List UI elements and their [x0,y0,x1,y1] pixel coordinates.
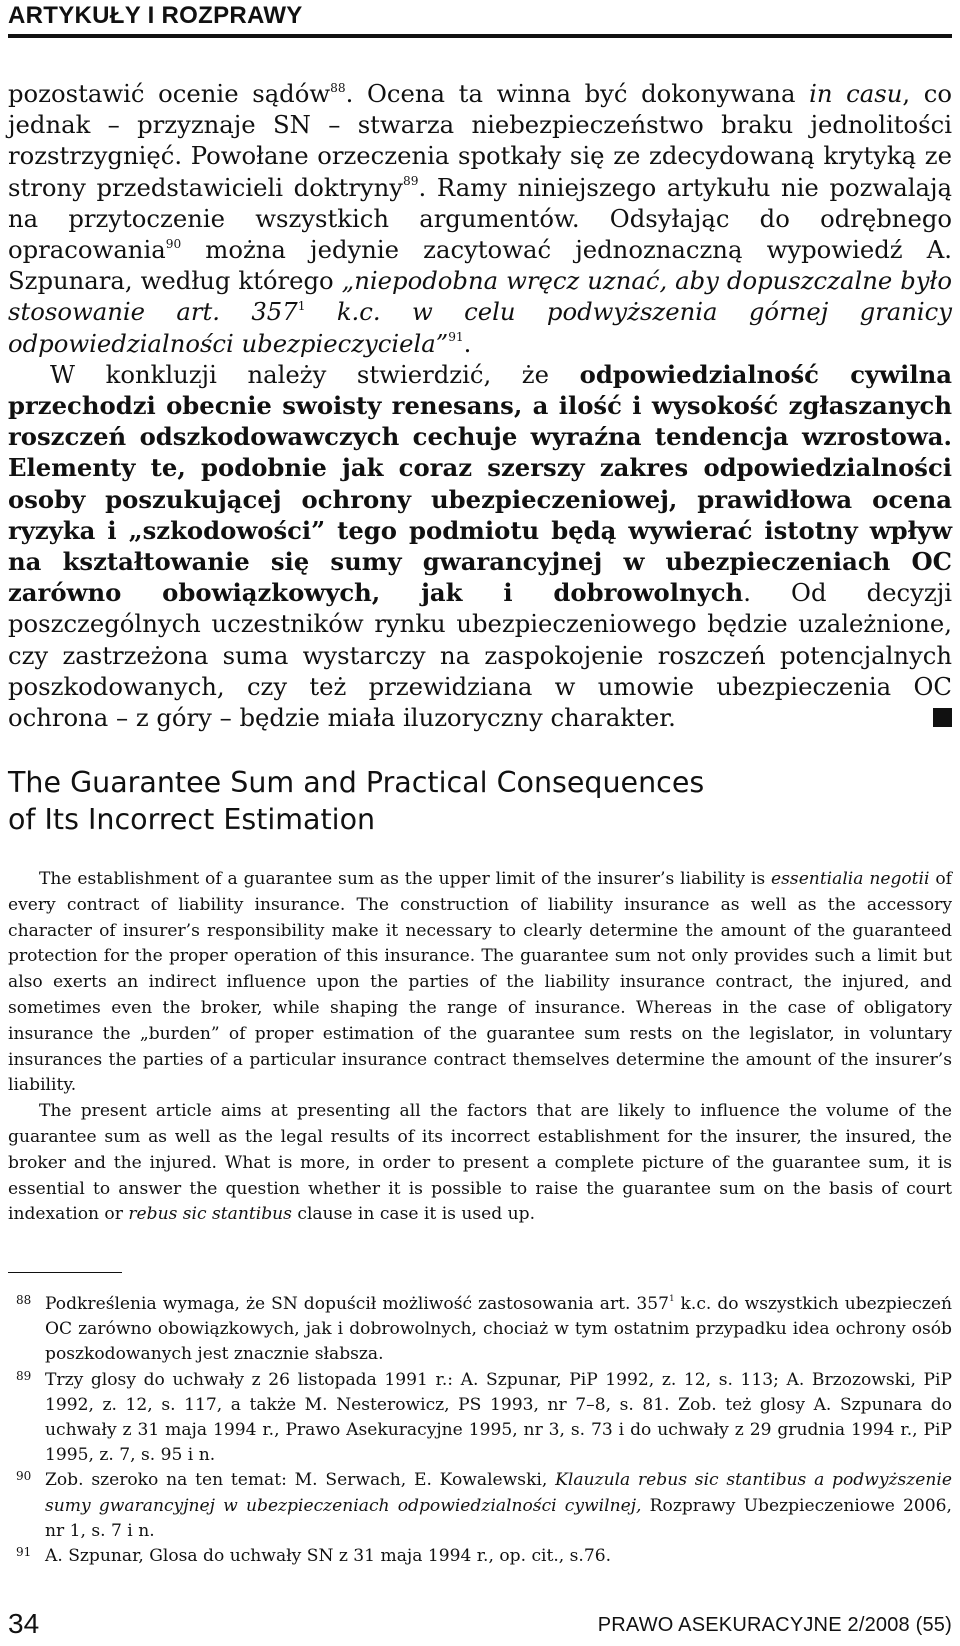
quotation: „niepodobna wręcz uznać, aby dopuszczalne było stosowanie art. 357 [8,266,953,327]
journal-name: PRAWO ASEKURACYJNE 2/2008 (55) [597,1614,952,1636]
superscript: 1 [297,299,306,314]
body-text: . Ramy niniejszego artykułu nie pozwalają na przytoczenie wszystkich argumentów. Odsyłając do odrębnego opracowania [8,172,952,265]
footnote-90 [8,1468,952,1544]
footnote-text: Zob. szeroko na ten temat: M. Serwach, E. Kowalewski, [45,1470,556,1491]
footnote-text: Rozprawy Ubezpieczeniowe 2006, nr 1, s. 7 i n. [45,1495,952,1541]
quotation: k.c. w celu podwyższenia górnej granicy odpowiedzialności ubezpieczyciela” [8,297,952,358]
superscript: 1 [669,1294,675,1305]
summary-text: clause in case it is used up. [291,1204,536,1225]
footnote-ref-91[interactable]: 91 [448,330,464,345]
footnote-ref-88[interactable]: 88 [330,80,346,95]
footnote-number: 90 [16,1469,32,1484]
footnote-separator [8,1272,122,1273]
body-text: można jedynie zacytować jednoznaczną wypowiedź A. Szpunara, według którego [8,235,952,296]
footnote-number: 88 [16,1293,32,1307]
page-number: 34 [8,1608,40,1639]
bold-conclusion: odpowiedzialność cywilna przechodzi obecnie swoisty renesans, a ilość i wysokość zgłaszanych roszczeń odszkodowawczych cechuje wyraźna tendencja wzrostowa. Elementy te, podobnie jak coraz szerszy zakres odpowiedzialności osoby poszukującej ochrony ubezpieczeniowej, prawidłowa ocena ryzyka i „szkodowości” tego podmiotu będą wywierać istotny wpływ na kształtowanie się sumy gwarancyjnej w ubezpieczeniach OC zarówno obowiązkowych, jak i dobrowolnych [8,359,952,608]
footnote-text: Podkreślenia wymaga, że SN dopuścił możliwość zastosowania art. 357 [45,1294,670,1314]
body-paragraph [8,78,952,359]
body-text: . Od decyzji poszczególnych uczestników rynku ubezpieczeniowego będzie uzależnione, czy zastrzeżona suma wystarczy na zaspokojenie roszczeń potencjalnych poszkodowanych, czy też przewidziana w umowie ubezpieczenia OC ochrona – z góry – będzie miała iluzoryczny charakter. [8,578,952,733]
summary-text: The present article aims at presenting all the factors that are likely to influence the volume of the guarantee sum as well as the legal results of its incorrect establishment for the insurer, the insured, the broker and the injured. What is more, in order to present a complete picture of the guarantee sum, it is essential to answer the question whether it is possible to raise the guarantee sum on the basis of court indexation or [8,1101,952,1225]
footnote-text: A. Szpunar, Glosa do uchwały SN z 31 maja 1994 r., op. cit., s.76. [45,1546,612,1567]
footnote-text: Trzy glosy do uchwały z 26 listopada 1991 r.: A. Szpunar, PiP 1992, z. 12, s. 113; A. Brzozowski, PiP 1992, z. 12, s. 117, a także M. Nesterowicz, PS 1993, nr 7–8, s. 81. Zob. też glosy A. Szpunara do uchwały z 31 maja 1994 r., Prawo Asekuracyjne 1995, nr 3, s. 73 i do uchwały z 29 grudnia 1994 r., PiP 1995, z. 7, s. 95 i n. [45,1369,952,1466]
footnote-88 [8,1292,952,1368]
title-line: of Its Incorrect Estimation [8,803,376,836]
footnote-text: k.c. do wszystkich ubezpieczeń OC zarówno obowiązkowych, jak i dobrowolnych, chociaż w tym ostatnim przypadku idea ochrony osób poszkodowanych jest znacznie słabsza. [45,1294,953,1365]
english-summary-title [8,764,952,838]
english-summary [8,867,952,1228]
article-body [8,78,952,733]
body-text: . Ocena ta winna być dokonywana [345,79,810,108]
body-paragraph [8,359,952,733]
page-footer [8,1608,952,1638]
body-text: pozostawić ocenie sądów [8,79,331,108]
cited-title: Klauzula rebus sic stantibus a podwyższenie sumy gwarancyjnej w ubezpieczeniach odpowiedzialności cywilnej, [45,1470,952,1516]
section-label: ARTYKUŁY I ROZPRAWY [8,2,303,29]
summary-paragraph [8,1099,952,1228]
footnote-number: 91 [16,1545,32,1560]
body-text: , co jednak – przyznaje SN – stwarza niebezpieczeństwo braku jednolitości rozstrzygnięć. Powołane orzeczenia spotkały się ze zdecydowaną krytyką ze strony przedstawicieli doktryny [8,79,952,202]
latin-term: in casu [809,79,903,108]
footnote-number: 89 [16,1368,32,1383]
footnote-91 [8,1544,952,1569]
body-text: . [463,328,472,358]
latin-term: rebus sic stantibus [128,1204,292,1225]
footnote-89 [8,1368,952,1469]
running-header [8,0,952,38]
body-text: W konkluzji należy stwierdzić, że [50,359,580,389]
footnotes [8,1292,952,1569]
end-of-article-mark [933,708,952,727]
latin-term: essentialia negotii [771,869,930,889]
title-line: The Guarantee Sum and Practical Consequences [8,766,705,799]
footnote-ref-89[interactable]: 89 [403,174,419,189]
summary-text: of every contract of liability insurance. The construction of liability insurance as well as the accessory character of insurer’s responsibility make it necessary to clearly determine the amount of the guaranteed protection for the proper operation of this insurance. The guarantee sum not only provides such a limit but also exerts an indirect influence upon the parties of the liability insurance contract, the injured, and sometimes even the broker, while shaping the range of insurance. Whereas in the case of obligatory insurance the „burden” of proper estimation of the guarantee sum rests on the legislator, in voluntary insurances the parties of a particular insurance contract themselves determine the amount of the insurer’s liability. [8,869,952,1096]
footnote-ref-90[interactable]: 90 [165,236,182,251]
summary-text: The establishment of a guarantee sum as the upper limit of the insurer’s liability is [39,869,772,889]
summary-paragraph [8,867,952,1099]
